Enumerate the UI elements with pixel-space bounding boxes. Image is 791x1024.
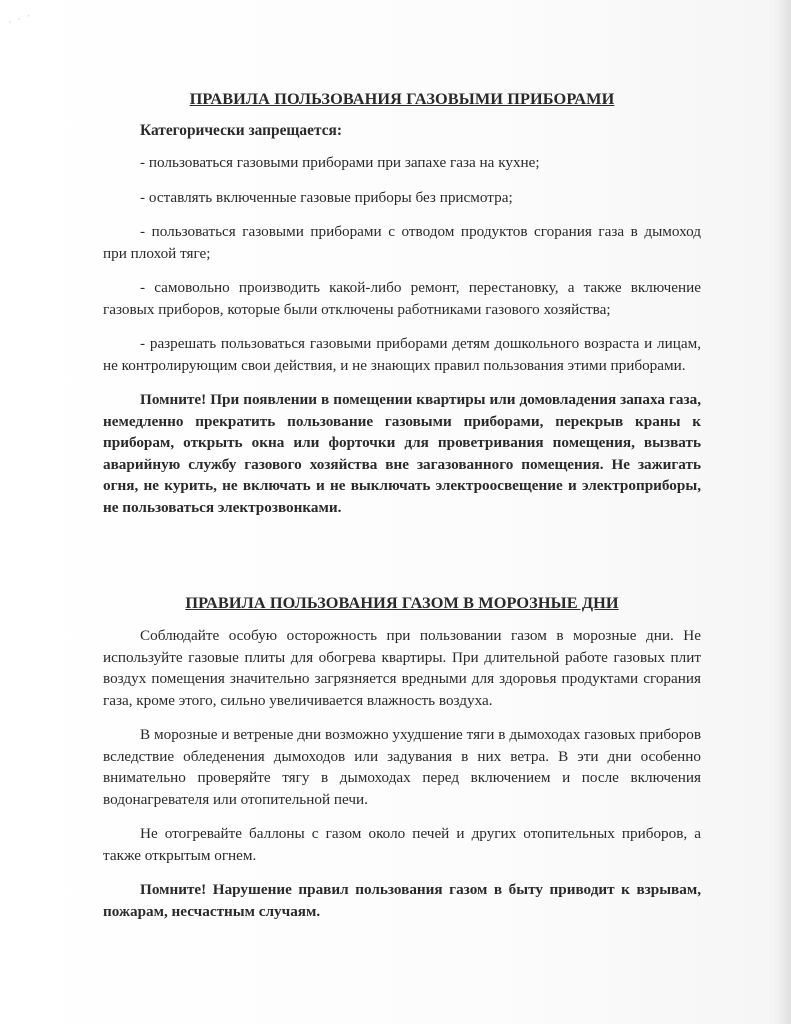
- scan-corner-mark: · · ·: [6, 10, 35, 29]
- section1-warning: Помните! При появлении в помещении квартиры или домовладения запаха газа, немедленно прекратить пользование газовыми приборами, перекрыв краны к приборам, открыть окна или форточки для проветривания помещения, вызвать аварийную службу газового хозяйства вне загазованного помещения. Не зажигать огня, не курить, не включать и не выключать электроосвещение и электроприборы, не пользоваться электрозвонками.: [103, 391, 701, 516]
- section2-paragraph-1: Соблюдайте особую осторожность при пользовании газом в морозные дни. Не используйте газовые плиты для обогрева квартиры. При длительной работе газовых плит воздух помещения значительно загрязняется вредными для здоровья продуктами сгорания газа, кроме этого, сильно увеличивается влажность воздуха.: [103, 627, 701, 709]
- section1-subtitle: Категорически запрещается:: [140, 122, 342, 139]
- section2-warning: Помните! Нарушение правил пользования газом в быту приводит к взрывам, пожарам, несчастным случаям.: [103, 881, 701, 920]
- section1-item-4: - самовольно производить какой-либо ремонт, перестановку, а также включение газовых приборов, которые были отключены работниками газового хозяйства;: [103, 279, 701, 318]
- section1-title: ПРАВИЛА ПОЛЬЗОВАНИЯ ГАЗОВЫМИ ПРИБОРАМИ: [189, 89, 615, 108]
- section2-paragraph-2: В морозные и ветреные дни возможно ухудшение тяги в дымоходах газовых приборов вследствие обледенения дымоходов или задувания в них ветра. В эти дни особенно внимательно проверяйте тягу в дымоходах перед включением и после включения водонагревателя или отопительной печи.: [103, 726, 701, 808]
- section1-item-5: - разрешать пользоваться газовыми приборами детям дошкольного возраста и лицам, не контролирующим свои действия, и не знающих правил пользования этими приборами.: [103, 335, 701, 374]
- section2-title: ПРАВИЛА ПОЛЬЗОВАНИЯ ГАЗОМ В МОРОЗНЫЕ ДНИ: [185, 593, 619, 612]
- section1-item-3: - пользоваться газовыми приборами с отводом продуктов сгорания газа в дымоход при плохой тяге;: [103, 223, 701, 262]
- section1-item-1: - пользоваться газовыми приборами при запахе газа на кухне;: [140, 154, 540, 171]
- page-edge-shadow: [777, 0, 791, 1024]
- section1-item-2: - оставлять включенные газовые приборы без присмотра;: [140, 188, 513, 206]
- document-content: [103, 88, 701, 922]
- section2-paragraph-3: Не отогревайте баллоны с газом около печей и других отопительных приборов, а также открытым огнем.: [103, 825, 701, 864]
